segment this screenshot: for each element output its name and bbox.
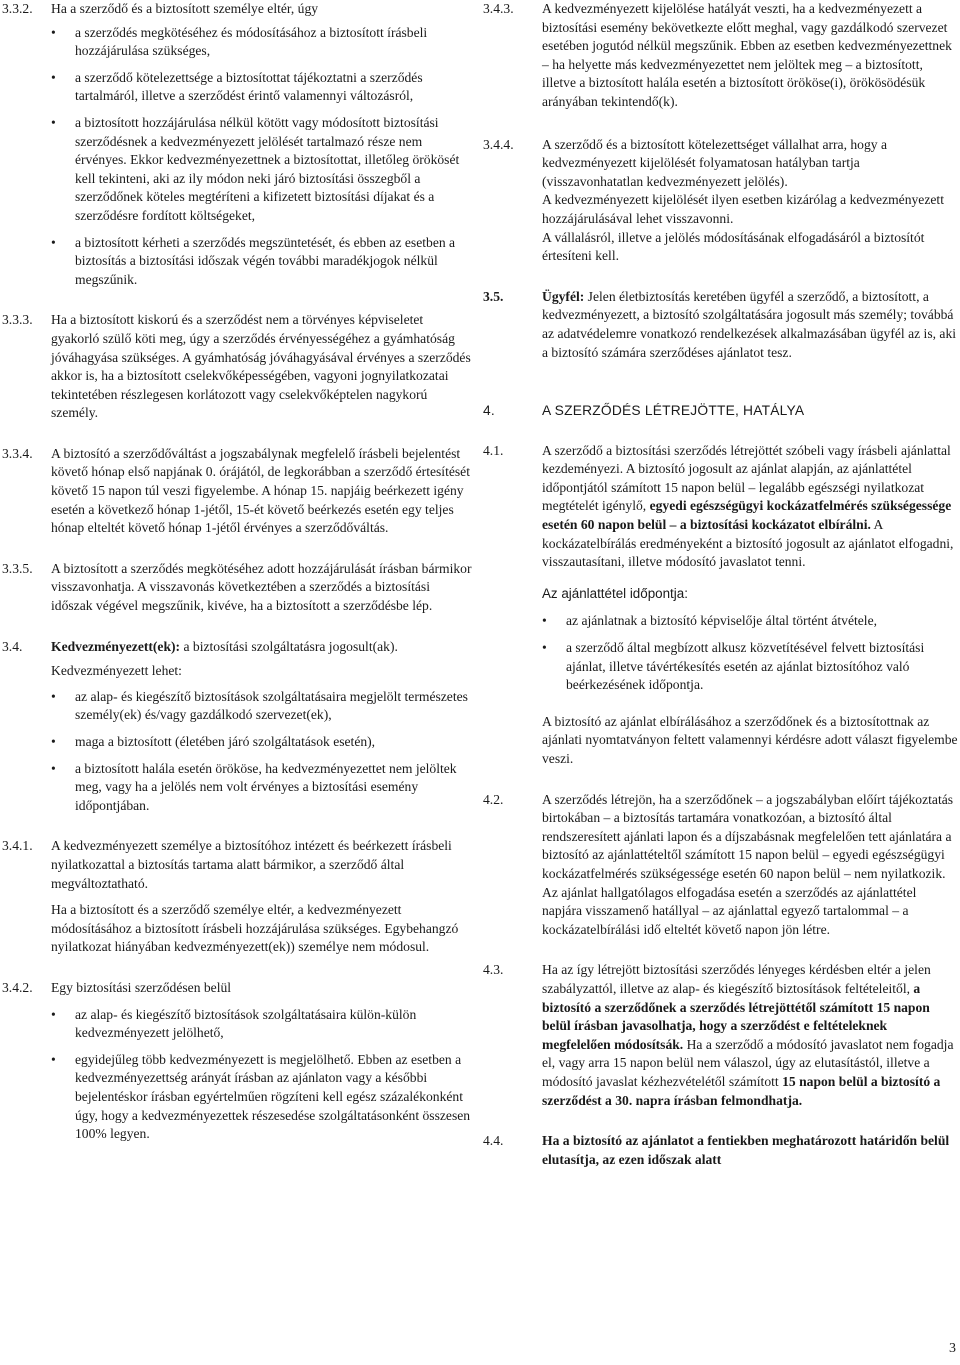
section-number: 3.4. [2,638,23,654]
text-part: Ha a szerződő a módosító javaslatot nem fogadja el, vagy arra 15 napon belül nem válaszol, úgy az elutasítástól, illetve a módosító javaslat kézhezvételétől számított [542,1036,954,1089]
section-number: 3.3.4. [2,445,33,461]
section-number: 3.4.1. [2,838,33,854]
section-text: A biztosított a szerződés megkötéséhez adott hozzájárulását írásban bármikor visszavonhatja. A visszavonás következtében a szerződés a biztosítási időszak végével megszűnik, kivéve, ha a biztosított a szerződésbe lép. [51,560,472,614]
list-item: • a szerződő kötelezettsége a biztosítottat tájékoztatni a szerződés tartalmáról, illetve a szerződést érintő valamennyi változásról, [51,69,472,106]
bold-text-part: egyedi egészségügyi kockázatfelmérés szükségessége esetén 60 napon belül – a biztosítási kockázatot elbírálni. [542,498,952,533]
section-lead: Kedvezményezett lehet: [51,663,182,679]
list-item: • a biztosított hozzájárulása nélkül kötött vagy módosított biztosítási szerződésnek a kedvezményezett jelölését tartalmazó része nem érvényes. Ekkor kedvezményezettnek a biztosítottat, illetőleg örökösét kell tekinteni, aki az ily módon neki járó biztosítási összegből a szerződőnek köteles megtéríteni a kifizetett biztosítási díjakat és a szerződésre fordított költségeket, [51,114,472,226]
section-text: Ha a biztosított és a szerződő személye eltér, a kedvezményezett módosításához a biztosított írásbeli hozzájárulása szükséges. Egybehangzó nyilatkozat hiányában kedvezményezett(ek)) személye nem módosul. [51,902,459,955]
section-text: A vállalásról, illetve a jelölés módosításának elfogadásáról a biztosítót értesíteni kell. [542,229,925,264]
section-lead: Az ajánlattétel időpontja: [542,585,688,601]
left-column [2,0,472,1144]
section-text: A kedvezményezett kijelölését ilyen esetben kizárólag a kedvezményezett hozzájárulásával lehet visszavonni. [542,192,944,226]
text-part: A szerződő a biztosítási szerződés létrejöttét szóbeli vagy írásbeli ajánlattal kezdeményezi. A biztosító jogosult az ajánlat alapján, az ajánlattétel időpontjától számított 15 napon belül – legalább egészségi nyilatkozat megtételét igénylő, [542,442,951,514]
section-text [542,961,958,1110]
term-definition: Jelen életbiztosítás keretében ügyfél a szerződő, a biztosított, a kedvezményezett, a biztosító szolgáltatására jogosult más személy; továbbá az adatvédelemre vonatkozó rendelkezések alkalmazásában ügyfél az is, aki a biztosító számára szerződéses ajánlatot tesz. [542,288,957,360]
section-3-5 [483,288,958,362]
section-number: 3.4.3. [483,1,514,16]
section-number: 3.3.5. [2,560,33,576]
section-4-4 [483,1132,958,1169]
section-text: A szerződő és a biztosított kötelezettséget vállalhat arra, hogy a kedvezményezett kijelölését folyamatosan hatályban tartja (visszavonhatatlan kedvezményezett jelölés). [542,136,888,189]
list-item: • egyidejűleg több kedvezményezett is megjelölhető. Ebben az esetben a kedvezményezettség arányát írásban az ajánlaton vagy a későbbi bejelentéskor írásban egyértelműen rögzíteni kell egész százalékonként úgy, hogy a kedvezményezettek részesedése szolgáltatásonként összesen 100% legyen. [51,1051,472,1144]
section-text: Ha a biztosított kiskorú és a szerződést nem a törvényes képviseletet gyakorló szülő köti meg, úgy a szerződés érvényességéhez a gyámhatóság jóváhagyása szükséges. A gyámhatóság jóváhagyásával érvényes a szerződés akkor is, ha a biztosított cselekvőképességében, vagyoni jognyilatkozatai tekintetében részlegesen korlátozott vagy cselekvőképtelen nagykorú személy. [51,312,471,421]
section-text: A kedvezményezett személye a biztosítóhoz intézett és beérkezett írásbeli nyilatkozattal a biztosítás tartama alatt bármikor, a szerződő által megváltoztatható. [51,838,452,891]
section-text: A kedvezményezett kijelölése hatályát veszti, ha a kedvezményezett a biztosítási esemény bekövetkezte előtt meghal, vagy gazdálkodó szervezet esetében jogutód nélkül megszűnik. Ebben az esetben kedvezményezettnek [542,1,952,54]
section-text: A szerződés létrejön, ha a szerződőnek – a jogszabályban előírt tájékoztatás birtokában – a biztosítás tartamára vonatkozóan, a biztosító által rendszeresített ajánlati lapon és a díjszabásnak megfelelően tett ajánlatára a biztosító az ajánlattételtől számított 15 napon belül – egyedi egészségügyi kockázatfelmérés szükségessége esetén 60 napon belül – nem nyilatkozik. Az ajánlat hallgatólagos elfogadása esetén a szerződés az ajánlattétel napjára visszamenő hatállyal – az ajánlattal egyező tartalommal – a kockázatelbírálási idő elteltét követő napon jön létre. [542,791,954,937]
list-item: • a szerződő által megbízott alkusz közvetítésével felvett biztosítási ajánlat, illetve távértékesítés esetén az ajánlat biztosítóhoz való beérkezésének időpontja. [542,639,958,695]
term-label: Kedvezményezett(ek): [51,638,181,654]
section-3-3-5 [2,560,472,616]
section-intro: Egy biztosítási szerződésen belül [51,979,232,995]
section-number: 3.5. [483,288,504,304]
section-definition [542,288,958,362]
section-text [542,1132,958,1169]
term-definition: a biztosítási szolgáltatásra jogosult(ak). [180,638,398,654]
term-label: Ügyfél: [542,288,585,304]
section-3-3-2 [2,0,472,289]
section-intro: Ha a szerződő és a biztosított személye eltér, úgy [51,1,319,16]
chapter-4-heading [483,402,958,421]
bullet-list [51,24,472,290]
chapter-title: A SZERZŐDÉS LÉTREJÖTTE, HATÁLYA [542,403,805,419]
section-number: 4.4. [483,1133,504,1149]
list-item: • maga a biztosított (életében járó szolgáltatások esetén), [51,733,472,752]
section-text [542,442,958,572]
bullet-list [51,1006,472,1144]
section-3-4-3 [483,0,958,112]
bullet-list [542,612,958,694]
text-part: A kockázatelbírálás eredményeként a biztosító jogosult az ajánlatot elfogadni, visszautasítani, illetve módosító javaslatot tenni. [542,517,954,570]
list-item: • a biztosított halála esetén örököse, ha kedvezményezettet nem jelöltek meg, vagy ha a jelölés nem volt érvényes a biztosítási esemény időpontjában. [51,760,472,816]
section-3-3-4 [2,445,472,538]
bold-text-part: Ha a biztosító az ajánlatot a fentiekben meghatározott határidőn belül elutasítja, az ezen időszak alatt [542,1133,950,1167]
list-item: • az alap- és kiegészítő biztosítások szolgáltatásaira megjelölt természetes személy(ek) és/vagy gazdálkodó szervezet(ek), [51,688,472,725]
section-4-1 [483,442,958,769]
section-number: 4.1. [483,442,504,458]
bullet-list [51,688,472,816]
bold-text-part: a biztosító a szerződőnek a szerződés létrejöttétől számított 15 napon belül írásban javasolhatja, hogy a szerződést e feltételeknek megfelelően módosítsák. [542,980,930,1052]
section-4-3 [483,961,958,1110]
section-number: 3.4.2. [2,979,33,995]
section-text: A biztosító a szerződőváltást a jogszabálynak megfelelő írásbeli bejelentést követő hónap első napjának 0. órájától, de legkorábban a szerződő értesítését követő 15 napon túl veszi figyelembe. A hónap 15. napjáig beérkezett igény esetén a következő hónap 1-jétől, 15-ét követő beérkezés esetén egy teljes hónap elteltét követő hónap 1-jétől érvényes a szerződőváltás. [51,445,470,536]
list-item: • a szerződés megkötéséhez és módosításához a biztosított írásbeli hozzájárulása szükséges, [51,24,472,61]
text-part: Ha az így létrejött biztosítási szerződés lényeges kérdésben eltér a jelen szabályzattól, illetve az alap- és kiegészítő biztosítások feltételeitől, [542,962,931,996]
section-3-4-2 [2,979,472,1144]
section-3-4-4 [483,136,958,266]
section-4-2 [483,791,958,940]
section-number: 4.3. [483,962,504,978]
section-number: 3.3.2. [2,1,33,16]
section-number: 3.4.4. [483,136,514,152]
section-number: 3.3.3. [2,312,33,328]
right-column [483,0,958,1169]
chapter-number: 4. [483,403,495,419]
bold-text-part: 15 napon belül a biztosító a szerződést a 30. napra írásban felmondhatja. [542,1073,941,1108]
section-3-4-1 [2,837,472,957]
list-item: • az alap- és kiegészítő biztosítások szolgáltatásaira külön-külön kedvezményezett jelölhető, [51,1006,472,1043]
section-3-4 [2,638,472,816]
section-3-3-3 [2,311,472,423]
page-number: 3 [949,1341,956,1357]
section-text: A biztosító az ajánlat elbírálásához a szerződőnek és a biztosítottnak az ajánlati nyomtatványon feltett valamennyi kérdésre adott választ figyelembe veszi. [542,713,958,766]
section-definition [51,638,472,657]
section-text: – ha helyette más kedvezményezettet nem jelöltek meg – a biztosított, illetve a biztosított halála esetén a biztosított örököse(i), örökösödésük arányában tekintendő(k). [542,56,926,109]
list-item: • a biztosított kérheti a szerződés megszüntetését, és ebben az esetben a biztosítás a biztosítási időszak végén további maradékjogok nélkül megszűnik. [51,234,472,290]
list-item: • az ajánlatnak a biztosító képviselője által történt átvétele, [542,612,958,631]
section-number: 4.2. [483,791,504,807]
